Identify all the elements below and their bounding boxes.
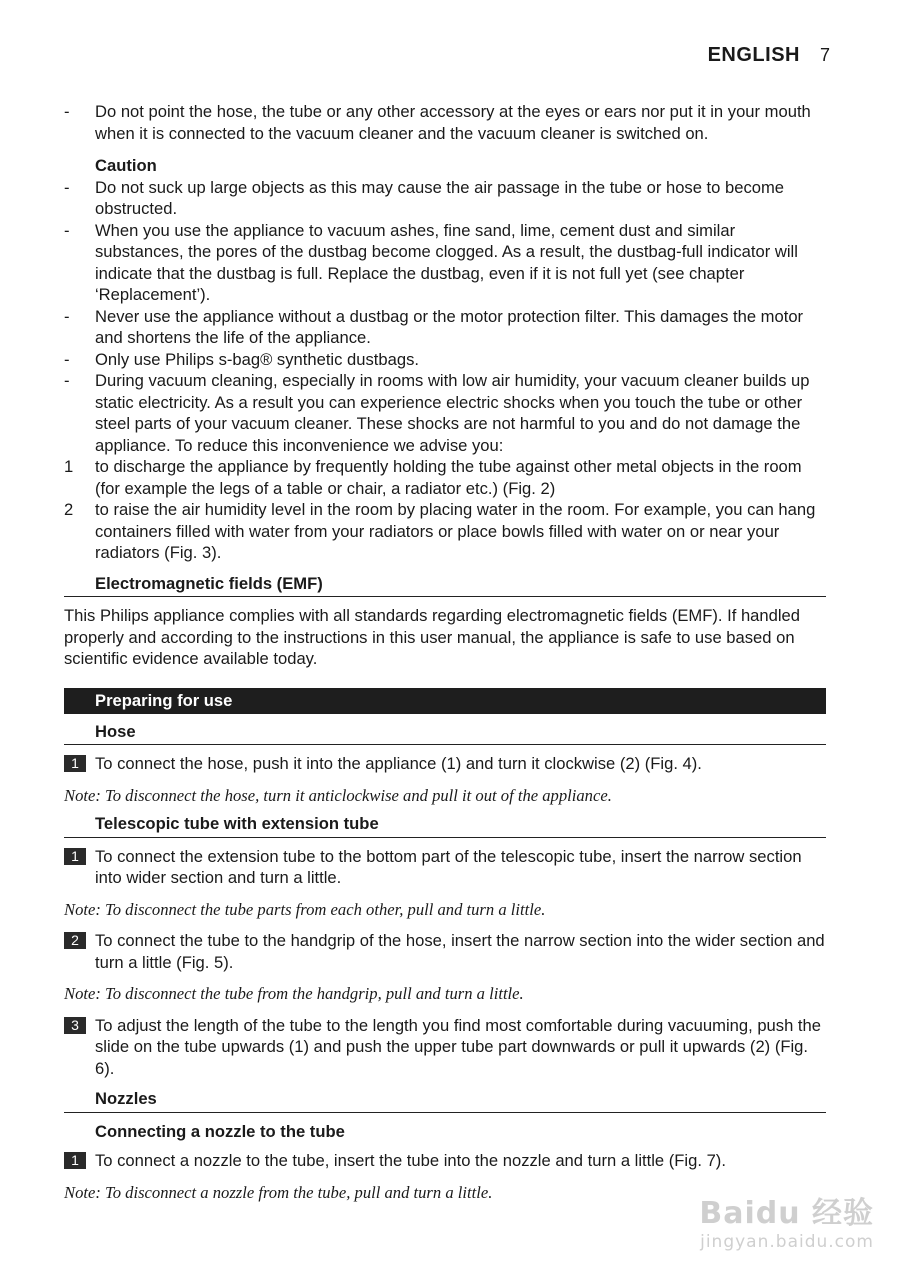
step-text: To connect the tube to the handgrip of the hose, insert the narrow section into the wider section and turn a little (Fig. 5). <box>95 931 825 972</box>
note-text: Note: To disconnect the tube parts from each other, pull and turn a little. <box>64 899 546 919</box>
step-number-badge: 1 <box>64 1152 86 1169</box>
list-marker: - <box>64 177 70 197</box>
language-label: ENGLISH <box>707 44 800 66</box>
step-item <box>64 1150 826 1172</box>
section-title-bar: Preparing for use <box>64 688 826 714</box>
emf-heading: Electromagnetic fields (EMF) <box>64 573 826 598</box>
list-item-text: During vacuum cleaning, especially in rooms with low air humidity, your vacuum cleaner builds up static electricity. As a result you can experience electric shocks when you touch the tube or other steel parts of your vacuum cleaner. These shocks are not harmful to you and do not damage the appliance. To reduce this inconvenience we advise you: <box>95 371 810 455</box>
step-number-badge: 1 <box>64 755 86 772</box>
step-number-badge: 3 <box>64 1017 86 1034</box>
list-number: 1 <box>64 457 74 476</box>
note-text: Note: To disconnect a nozzle from the tube, pull and turn a little. <box>64 1182 493 1202</box>
page-header <box>708 44 830 67</box>
nozzles-heading: Nozzles <box>64 1088 826 1113</box>
step-text: To connect a nozzle to the tube, insert the tube into the nozzle and turn a little (Fig. 7). <box>95 1151 726 1170</box>
step-text: To adjust the length of the tube to the length you find most comfortable during vacuuming, push the slide on the tube upwards (1) and push the upper tube part downwards or pull it upwards (2) (Fig. 6). <box>95 1015 821 1078</box>
step-number-badge: 2 <box>64 932 86 949</box>
caution-heading: Caution <box>95 156 157 175</box>
list-marker: - <box>64 102 70 121</box>
list-number: 2 <box>64 500 74 519</box>
numbered-item <box>64 499 826 564</box>
step-item <box>64 1015 826 1080</box>
list-item-text: Do not suck up large objects as this may cause the air passage in the tube or hose to become obstructed. <box>95 177 785 218</box>
hose-heading: Hose <box>64 721 826 746</box>
list-marker: - <box>64 371 70 390</box>
list-item-text: Never use the appliance without a dustbag or the motor protection filter. This damages the motor and shortens the life of the appliance. <box>95 306 804 347</box>
list-marker: - <box>64 306 70 326</box>
step-number-badge: 1 <box>64 848 86 865</box>
list-marker: - <box>64 349 70 369</box>
step-text: To connect the hose, push it into the appliance (1) and turn it clockwise (2) (Fig. 4). <box>95 754 702 773</box>
list-item <box>64 220 826 306</box>
list-item-text: When you use the appliance to vacuum ashes, fine sand, lime, cement dust and similar substances, the pores of the dustbag become clogged. As a result, the dustbag-full indicator will indicate that the dustbag is full. Replace the dustbag, even if it is not full yet (see chapter ‘Replacement’). <box>95 220 798 304</box>
list-item <box>64 177 826 220</box>
connect-nozzle-heading: Connecting a nozzle to the tube <box>95 1121 345 1141</box>
list-item-text: to discharge the appliance by frequently holding the tube against other metal objects in the room (for example the legs of a table or chair, a radiator etc.) (Fig. 2) <box>95 457 802 498</box>
telescopic-heading: Telescopic tube with extension tube <box>64 813 826 838</box>
step-item <box>64 930 826 973</box>
note-text: Note: To disconnect the tube from the handgrip, pull and turn a little. <box>64 984 524 1003</box>
note-text: Note: To disconnect the hose, turn it anticlockwise and pull it out of the appliance. <box>64 785 612 805</box>
list-item-text: Only use Philips s-bag® synthetic dustbags. <box>95 349 419 369</box>
step-item <box>64 753 826 775</box>
list-item <box>64 349 826 371</box>
step-text: To connect the extension tube to the bottom part of the telescopic tube, insert the narrow section into wider section and turn a little. <box>95 846 802 887</box>
page-content <box>64 101 826 1203</box>
baidu-watermark <box>699 1188 874 1252</box>
list-item <box>64 306 826 349</box>
numbered-item <box>64 456 826 499</box>
list-item <box>64 370 826 456</box>
list-marker: - <box>64 220 70 240</box>
list-item <box>64 101 826 144</box>
step-item <box>64 846 826 889</box>
list-item-text: Do not point the hose, the tube or any other accessory at the eyes or ears nor put it in your mouth when it is connected to the vacuum cleaner and the vacuum cleaner is switched on. <box>95 102 811 143</box>
page-number: 7 <box>819 45 830 65</box>
watermark-logo: Baidu 经验 <box>699 1196 874 1231</box>
watermark-url: jingyan.baidu.com <box>700 1232 874 1252</box>
list-item-text: to raise the air humidity level in the room by placing water in the room. For example, you can hang containers filled with water from your radiators or place bowls filled with water on or near your radiators (Fig. 3). <box>95 500 816 562</box>
emf-paragraph: This Philips appliance complies with all standards regarding electromagnetic fields (EMF). If handled properly and according to the instructions in this user manual, the appliance is safe to use based on scientific evidence available today. <box>64 606 801 668</box>
